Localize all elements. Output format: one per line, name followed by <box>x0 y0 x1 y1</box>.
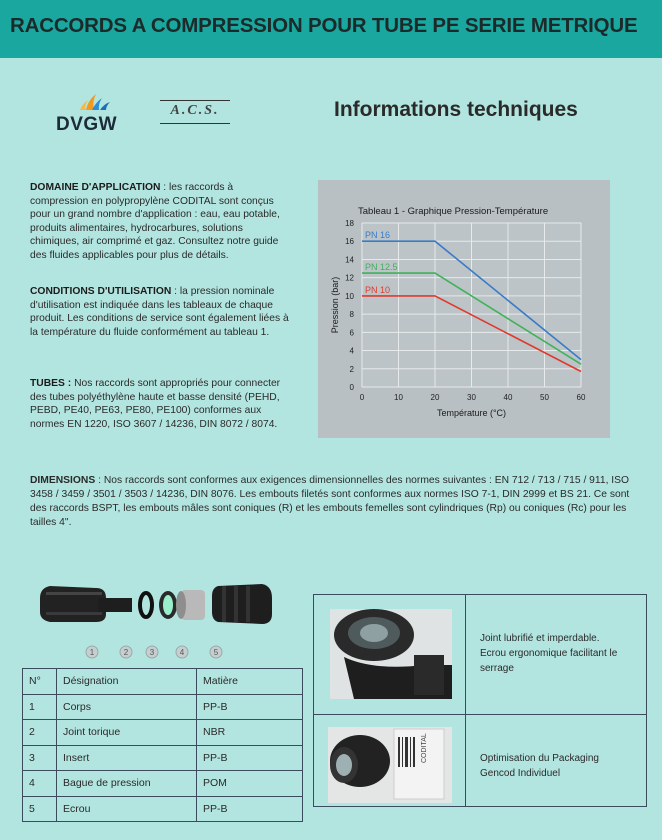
feature-line: Joint lubrifié et imperdable. <box>480 633 600 644</box>
table-row <box>23 694 303 720</box>
domaine-paragraph <box>30 181 294 263</box>
table-cell: 3 <box>23 745 57 771</box>
feature-row-packaging <box>314 715 646 807</box>
page-title: RACCORDS A COMPRESSION POUR TUBE PE SERIE METRIQUE <box>10 14 638 37</box>
tubes-paragraph <box>30 377 294 431</box>
x-axis-label: Température (°C) <box>436 408 507 418</box>
table-cell: 2 <box>23 720 57 746</box>
feature-line: Optimisation du Packaging <box>480 753 599 764</box>
product-exploded-view <box>36 572 276 662</box>
y-tick-label: 4 <box>349 346 354 356</box>
x-tick-label: 30 <box>467 393 476 402</box>
conditions-paragraph <box>30 285 294 339</box>
column-header: Matière <box>197 669 303 695</box>
part-number-1: 1 <box>89 648 95 657</box>
part-number-4: 4 <box>179 648 185 657</box>
dvgw-logo <box>56 88 128 136</box>
features-box <box>313 594 647 807</box>
feature-text-joint <box>480 631 640 676</box>
table-cell: Joint torique <box>57 720 197 746</box>
pressure-temperature-chart <box>318 180 610 438</box>
table-row <box>23 771 303 797</box>
feature-image-packaging <box>314 715 466 807</box>
dvgw-logo-text: DVGW <box>56 114 118 135</box>
acs-logo <box>160 100 230 124</box>
table-row <box>23 796 303 822</box>
table-cell: PP-B <box>197 796 303 822</box>
part-number-3: 3 <box>149 648 155 657</box>
y-tick-label: 12 <box>345 273 354 283</box>
y-tick-label: 8 <box>349 310 354 320</box>
x-tick-label: 40 <box>503 393 513 402</box>
tubes-text: Nos raccords sont appropriés pour connecter des tubes polyéthylène haute et basse densité (PEHD, PEBD, PE40, PE63, PE80, PE100) conformes aux normes EN 1220, ISO 3607 / 14236, DIN 8072 / 8074. <box>30 378 281 430</box>
section-title: Informations techniques <box>334 98 578 121</box>
table-cell: 4 <box>23 771 57 797</box>
chart-svg <box>318 180 610 438</box>
y-tick-label: 0 <box>349 383 354 392</box>
feature-row-joint <box>314 595 646 715</box>
table-header-row <box>23 669 303 695</box>
tubes-label: TUBES : <box>30 378 72 389</box>
feature-image-joint <box>314 595 466 714</box>
column-header: N° <box>23 669 57 695</box>
joint-part <box>140 593 152 617</box>
y-tick-label: 14 <box>345 255 354 265</box>
domaine-label: DOMAINE D'APPLICATION <box>30 182 161 193</box>
y-axis-label: Pression (bar) <box>330 276 340 334</box>
fitting-parts-image <box>36 572 276 662</box>
y-tick-label: 18 <box>345 219 354 228</box>
table-cell: Insert <box>57 745 197 771</box>
y-tick-label: 10 <box>345 291 354 301</box>
header-bar <box>0 0 662 58</box>
series-label-1: PN 12.5 <box>365 262 398 273</box>
x-tick-label: 50 <box>540 393 549 402</box>
table-row <box>23 745 303 771</box>
feature-line: Ecrou ergonomique facilitant le <box>480 648 618 659</box>
y-tick-label: 2 <box>349 364 354 374</box>
series-label-0: PN 16 <box>365 230 391 241</box>
table-cell: POM <box>197 771 303 797</box>
ecrou-part <box>212 584 272 624</box>
table-cell: NBR <box>197 720 303 746</box>
dimensions-paragraph <box>30 474 630 530</box>
acs-logo-text: A.C.S. <box>170 103 220 118</box>
feature-line: Gencod Individuel <box>480 768 561 779</box>
x-tick-label: 10 <box>394 393 403 402</box>
y-tick-label: 6 <box>349 328 354 338</box>
table-cell: 1 <box>23 694 57 720</box>
x-tick-label: 0 <box>359 393 365 402</box>
table-cell: PP-B <box>197 745 303 771</box>
table-cell: Corps <box>57 694 197 720</box>
y-tick-label: 16 <box>345 237 354 247</box>
part-number-2: 2 <box>123 648 129 657</box>
column-header: Désignation <box>57 669 197 695</box>
feature-line: serrage <box>480 663 514 674</box>
table-cell: 5 <box>23 796 57 822</box>
table-cell: Bague de pression <box>57 771 197 797</box>
table-cell: PP-B <box>197 694 303 720</box>
conditions-text: : la pression nominale d'utilisation est indiquée dans les tableaux de chaque produit. Les conditions de service sont également liées à la température du fluide conformément au tableau 1. <box>30 286 289 338</box>
x-tick-label: 20 <box>430 393 440 402</box>
conditions-label: CONDITIONS D'UTILISATION <box>30 286 172 297</box>
parts-table <box>22 668 303 822</box>
package-label: CODITAL <box>421 733 428 763</box>
part-number-5: 5 <box>213 648 219 657</box>
table-row <box>23 720 303 746</box>
dimensions-label: DIMENSIONS <box>30 475 96 486</box>
corps-part <box>40 586 106 622</box>
series-label-2: PN 10 <box>365 284 391 295</box>
dimensions-text: : Nos raccords sont conformes aux exigences dimensionnelles des normes suivantes : EN 712 / 713 / 715 / 911, ISO 3458 / 3459 / 3501 / 3503 / 14236, DIN 8076. Les embouts filetés sont conformes aux normes ISO 7-1, DIN 2999 et BS 21. Ce sont des raccords BSPT, les embouts mâles sont coniques (R) et les embouts femelles sont cylindriques (Rp) ou coniques (Rc) pour les tailles 4". <box>30 475 630 528</box>
x-tick-label: 60 <box>576 393 586 402</box>
feature-text-packaging <box>480 751 640 781</box>
chart-title: Tableau 1 - Graphique Pression-Température <box>358 206 549 217</box>
table-cell: Ecrou <box>57 796 197 822</box>
domaine-text: : les raccords à compression en polypropylène CODITAL sont conçus pour un grand nombre d'application : eau, eau potable, produits alimentaires, hydrocarbures, solutions chimiques, air comprimé et gaz. Consultez notre guide des fluides applicables pour plus de détails. <box>30 182 280 261</box>
